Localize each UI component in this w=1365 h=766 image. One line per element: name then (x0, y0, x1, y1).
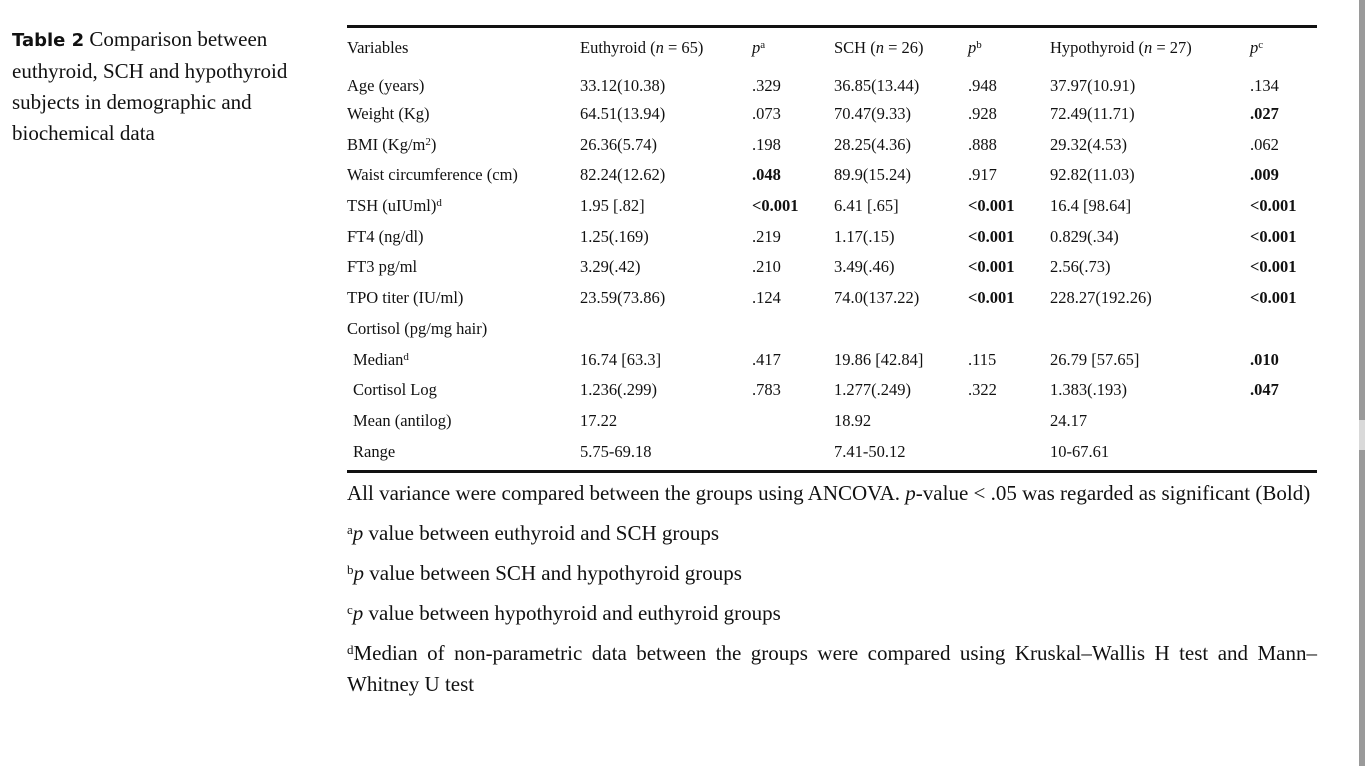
table-cell: <0.001 (968, 257, 1015, 277)
table-cell: .073 (752, 104, 781, 124)
note-main-text-a: All variance were compared between the groups using ANCOVA. (347, 480, 906, 505)
table-cell: <0.001 (1250, 226, 1297, 246)
table-cell: .210 (752, 257, 781, 277)
table-cell (1250, 314, 1317, 345)
note-main (347, 478, 1317, 509)
table-cell: .048 (752, 165, 781, 185)
table-cell: .198 (752, 134, 781, 154)
table-cell (968, 406, 1050, 437)
table-cell: .322 (968, 380, 997, 400)
table-row (347, 129, 1317, 160)
column-header-3: SCH (n = 26) (834, 38, 924, 57)
table-cell (834, 314, 968, 345)
header-row (347, 28, 1317, 68)
note-main-p: p (905, 480, 916, 505)
table-cell: <0.001 (968, 288, 1015, 308)
table-cell: .783 (752, 380, 781, 400)
table-cell: 36.85(13.44) (834, 76, 920, 96)
table-cell (968, 436, 1050, 467)
table-row (347, 314, 1317, 345)
table-cell: 3.29(.42) (580, 257, 641, 277)
table-cell: .888 (968, 134, 997, 154)
table-row (347, 375, 1317, 406)
table-row (347, 344, 1317, 375)
table-cell: 64.51(13.94) (580, 104, 666, 124)
table-cell: 1.277(.249) (834, 380, 911, 400)
table-cell: 6.41 [.65] (834, 196, 899, 216)
table-cell: .027 (1250, 104, 1279, 124)
table-cell: .417 (752, 349, 781, 369)
table-row (347, 191, 1317, 222)
table-cell: 16.4 [98.64] (1050, 196, 1132, 216)
table-cell (1250, 436, 1317, 467)
table-cell: 72.49(11.71) (1050, 104, 1135, 124)
column-header-0: Variables (347, 38, 409, 57)
table-cell: .010 (1250, 349, 1279, 369)
row-label: BMI $(Kg/m^2)$ (347, 134, 437, 154)
table-cell: .917 (968, 165, 997, 185)
table-cell: 7.41-50.12 (834, 441, 906, 461)
table-cell: <0.001 (752, 196, 799, 216)
footnote-d (347, 638, 1317, 700)
table-notes (347, 478, 1317, 700)
table-cell: 26.36(5.74) (580, 134, 657, 154)
table-cell: 1.25(.169) (580, 226, 649, 246)
table-caption (12, 24, 327, 149)
table-row (347, 283, 1317, 314)
table-row (347, 221, 1317, 252)
row-label: Age (years) (347, 76, 425, 96)
table-row (347, 436, 1317, 467)
table-cell: .134 (1250, 76, 1279, 96)
table-cell: 19.86 [42.84] (834, 349, 924, 369)
table-cell: 29.32(4.53) (1050, 134, 1127, 154)
bottom-rule (347, 470, 1317, 473)
table-cell: 23.59(73.86) (580, 288, 666, 308)
table-cell: 16.74 [63.3] (580, 349, 662, 369)
row-label: FT3 pg/ml (347, 257, 418, 277)
table-cell: 1.383(.193) (1050, 380, 1127, 400)
table-row (347, 160, 1317, 191)
table-body (347, 68, 1317, 467)
table-cell: .062 (1250, 134, 1279, 154)
table-cell: 92.82(11.03) (1050, 165, 1135, 185)
column-header-5: Hypothyroid (n = 27) (1050, 38, 1192, 57)
table-cell: <0.001 (1250, 257, 1297, 277)
row-label: Waist circumference (cm) (347, 165, 518, 185)
scrollbar-thumb[interactable] (1359, 420, 1365, 450)
table-cell: <0.001 (968, 226, 1015, 246)
row-label: Mean (antilog) (353, 410, 452, 430)
table-cell: .115 (968, 349, 997, 369)
scrollbar-track[interactable] (1359, 0, 1365, 766)
table-cell: .124 (752, 288, 781, 308)
table-cell: .329 (752, 76, 781, 96)
column-header-1: Euthyroid (n = 65) (580, 38, 704, 57)
table-row (347, 68, 1317, 99)
table-cell (1050, 314, 1250, 345)
table-cell: 3.49(.46) (834, 257, 895, 277)
table-cell: 228.27(192.26) (1050, 288, 1152, 308)
column-header-6: $p^c$ (1250, 38, 1264, 57)
row-label: Cortisol (pg/mg hair) (347, 318, 488, 338)
table-cell (752, 406, 834, 437)
column-header-4: $p^b$ (968, 38, 982, 57)
table-cell: <0.001 (1250, 196, 1297, 216)
table-cell: 82.24(12.62) (580, 165, 666, 185)
table-cell: 1.17(.15) (834, 226, 895, 246)
row-label: TPO titer (IU/ml) (347, 288, 464, 308)
table-cell: 2.56(.73) (1050, 257, 1111, 277)
table-cell: 26.79 [57.65] (1050, 349, 1140, 369)
table-cell: 1.236(.299) (580, 380, 657, 400)
row-label: Cortisol Log (353, 380, 437, 400)
table-cell: 24.17 (1050, 410, 1088, 430)
table-cell: 0.829(.34) (1050, 226, 1119, 246)
column-header-2: $p^a$ (752, 38, 766, 57)
table-cell (580, 314, 752, 345)
footnote-list (347, 518, 1317, 629)
footnote-d-text: Median of non-parametric data between the groups were compared using Kruskal–Wallis H test and Mann–Whitney U test (347, 640, 1317, 696)
table-cell: .948 (968, 76, 997, 96)
table-cell (752, 314, 834, 345)
caption-text: Comparison between euthyroid, SCH and hypothyroid subjects in demographic and biochemical data (12, 27, 288, 145)
table-cell: 18.92 (834, 410, 872, 430)
table-cell (752, 436, 834, 467)
table-cell: <0.001 (968, 196, 1015, 216)
footnote-a: $^a$p value between euthyroid and SCH groups (347, 520, 720, 545)
table-row (347, 252, 1317, 283)
data-table (347, 28, 1317, 467)
table-row (347, 99, 1317, 130)
table-cell: .928 (968, 104, 997, 124)
table-cell: 17.22 (580, 410, 618, 430)
note-main-text-b: -value < .05 was regarded as significant (Bold) (915, 480, 1311, 505)
table-cell: 89.9(15.24) (834, 165, 911, 185)
table-cell: .009 (1250, 165, 1279, 185)
table-row (347, 406, 1317, 437)
table-cell: .219 (752, 226, 781, 246)
table-label: Table 2 (12, 30, 85, 51)
row-label: FT4 (ng/dl) (347, 226, 424, 246)
table-cell: 10-67.61 (1050, 441, 1110, 461)
table-cell: 74.0(137.22) (834, 288, 920, 308)
table-cell: <0.001 (1250, 288, 1297, 308)
table-cell: 70.47(9.33) (834, 104, 911, 124)
table-cell: 37.97(10.91) (1050, 76, 1136, 96)
table-cell: 1.95 [.82] (580, 196, 645, 216)
footnote-d-mark: d (347, 641, 354, 657)
table-cell (968, 314, 1050, 345)
row-label: Median$^d$ (353, 349, 409, 369)
row-label: Range (353, 441, 396, 461)
footnote-c: $^c$p value between hypothyroid and euthyroid groups (347, 600, 781, 625)
table-container (347, 25, 1317, 709)
row-label: TSH (uIUml)$^d$ (347, 196, 442, 216)
table-cell: 5.75-69.18 (580, 441, 652, 461)
table-cell (1250, 406, 1317, 437)
table-cell: .047 (1250, 380, 1279, 400)
table-cell: 33.12(10.38) (580, 76, 666, 96)
footnote-b: $^b$p value between SCH and hypothyroid groups (347, 560, 742, 585)
row-label: Weight (Kg) (347, 104, 430, 124)
table-cell: 28.25(4.36) (834, 134, 911, 154)
